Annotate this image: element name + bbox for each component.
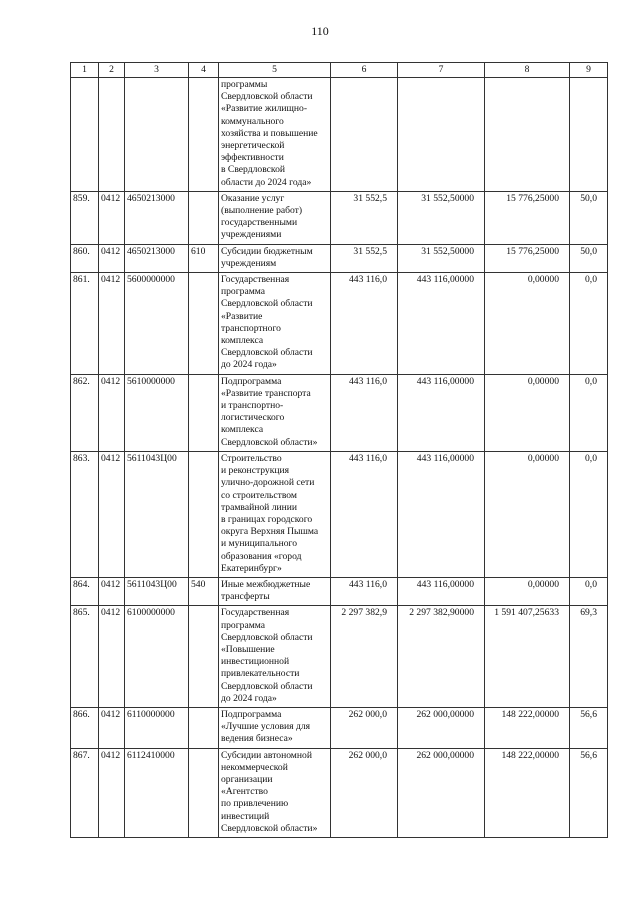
approved-amount-cell: 31 552,50000	[398, 244, 485, 272]
expense-type-cell	[189, 707, 219, 748]
row-number-cell: 862.	[71, 374, 99, 451]
row-number-cell: 860.	[71, 244, 99, 272]
column-header: 1	[71, 63, 99, 78]
target-article-cell: 5611043Ц00	[125, 577, 189, 605]
planned-amount-cell: 262 000,0	[331, 748, 398, 837]
expense-type-cell	[189, 606, 219, 708]
column-header: 7	[398, 63, 485, 78]
column-header: 9	[570, 63, 608, 78]
section-code-cell: 0412	[99, 374, 125, 451]
budget-table	[70, 62, 608, 838]
executed-amount-cell: 1 591 407,25633	[485, 606, 570, 708]
item-name-cell: Субсидии бюджетным учреждениям	[219, 244, 331, 272]
section-code-cell: 0412	[99, 707, 125, 748]
expense-type-cell: 540	[189, 577, 219, 605]
column-header: 4	[189, 63, 219, 78]
target-article-cell: 5600000000	[125, 273, 189, 375]
table-row	[71, 707, 608, 748]
planned-amount-cell: 31 552,5	[331, 191, 398, 244]
execution-percent-cell: 0,0	[570, 273, 608, 375]
column-header: 8	[485, 63, 570, 78]
table-row	[71, 748, 608, 837]
execution-percent-cell: 56,6	[570, 748, 608, 837]
executed-amount-cell	[485, 78, 570, 192]
target-article-cell: 5611043Ц00	[125, 451, 189, 577]
approved-amount-cell: 443 116,00000	[398, 577, 485, 605]
execution-percent-cell: 0,0	[570, 577, 608, 605]
table-row	[71, 78, 608, 192]
row-number-cell: 864.	[71, 577, 99, 605]
approved-amount-cell: 443 116,00000	[398, 273, 485, 375]
section-code-cell: 0412	[99, 191, 125, 244]
table-row	[71, 577, 608, 605]
row-number-cell: 866.	[71, 707, 99, 748]
execution-percent-cell: 50,0	[570, 191, 608, 244]
row-number-cell	[71, 78, 99, 192]
column-header: 5	[219, 63, 331, 78]
row-number-cell: 863.	[71, 451, 99, 577]
item-name-cell: Подпрограмма «Лучшие условия для ведения бизнеса»	[219, 707, 331, 748]
item-name-cell: Подпрограмма «Развитие транспорта и транспортно- логистического комплекса Свердловской области»	[219, 374, 331, 451]
executed-amount-cell: 0,00000	[485, 273, 570, 375]
executed-amount-cell: 148 222,00000	[485, 748, 570, 837]
item-name-cell: Государственная программа Свердловской области «Повышение инвестиционной привлекательности Свердловской области до 2024 года»	[219, 606, 331, 708]
target-article-cell	[125, 78, 189, 192]
planned-amount-cell: 443 116,0	[331, 374, 398, 451]
approved-amount-cell: 262 000,00000	[398, 707, 485, 748]
page-number: 110	[311, 24, 329, 38]
planned-amount-cell: 2 297 382,9	[331, 606, 398, 708]
target-article-cell: 4650213000	[125, 191, 189, 244]
column-header: 2	[99, 63, 125, 78]
table-row	[71, 606, 608, 708]
expense-type-cell	[189, 273, 219, 375]
row-number-cell: 859.	[71, 191, 99, 244]
row-number-cell: 867.	[71, 748, 99, 837]
table-row	[71, 451, 608, 577]
table-row	[71, 191, 608, 244]
target-article-cell: 6110000000	[125, 707, 189, 748]
expense-type-cell	[189, 374, 219, 451]
expense-type-cell	[189, 191, 219, 244]
target-article-cell: 6112410000	[125, 748, 189, 837]
execution-percent-cell: 69,3	[570, 606, 608, 708]
executed-amount-cell: 15 776,25000	[485, 191, 570, 244]
expense-type-cell: 610	[189, 244, 219, 272]
item-name-cell: Оказание услуг (выполнение работ) государственными учреждениями	[219, 191, 331, 244]
executed-amount-cell: 0,00000	[485, 451, 570, 577]
target-article-cell: 4650213000	[125, 244, 189, 272]
table-row	[71, 273, 608, 375]
table-row	[71, 244, 608, 272]
column-header: 3	[125, 63, 189, 78]
execution-percent-cell: 0,0	[570, 451, 608, 577]
executed-amount-cell: 0,00000	[485, 374, 570, 451]
execution-percent-cell: 0,0	[570, 374, 608, 451]
row-number-cell: 861.	[71, 273, 99, 375]
item-name-cell: Субсидии автономной некоммерческой организации «Агентство по привлечению инвестиций Свердловской области»	[219, 748, 331, 837]
planned-amount-cell	[331, 78, 398, 192]
item-name-cell: Государственная программа Свердловской области «Развитие транспортного комплекса Свердловской области до 2024 года»	[219, 273, 331, 375]
table-row	[71, 374, 608, 451]
planned-amount-cell: 443 116,0	[331, 273, 398, 375]
item-name-cell: программы Свердловской области «Развитие жилищно- коммунального хозяйства и повышение энергетической эффективности в Свердловской области до 2024 года»	[219, 78, 331, 192]
row-number-cell: 865.	[71, 606, 99, 708]
header-row	[71, 63, 608, 78]
execution-percent-cell: 50,0	[570, 244, 608, 272]
approved-amount-cell: 262 000,00000	[398, 748, 485, 837]
execution-percent-cell: 56,6	[570, 707, 608, 748]
planned-amount-cell: 443 116,0	[331, 577, 398, 605]
planned-amount-cell: 262 000,0	[331, 707, 398, 748]
target-article-cell: 6100000000	[125, 606, 189, 708]
executed-amount-cell: 15 776,25000	[485, 244, 570, 272]
executed-amount-cell: 0,00000	[485, 577, 570, 605]
approved-amount-cell: 2 297 382,90000	[398, 606, 485, 708]
expense-type-cell	[189, 451, 219, 577]
section-code-cell	[99, 78, 125, 192]
section-code-cell: 0412	[99, 273, 125, 375]
execution-percent-cell	[570, 78, 608, 192]
executed-amount-cell: 148 222,00000	[485, 707, 570, 748]
section-code-cell: 0412	[99, 748, 125, 837]
item-name-cell: Иные межбюджетные трансферты	[219, 577, 331, 605]
section-code-cell: 0412	[99, 451, 125, 577]
column-header: 6	[331, 63, 398, 78]
approved-amount-cell	[398, 78, 485, 192]
approved-amount-cell: 31 552,50000	[398, 191, 485, 244]
expense-type-cell	[189, 748, 219, 837]
section-code-cell: 0412	[99, 244, 125, 272]
approved-amount-cell: 443 116,00000	[398, 451, 485, 577]
item-name-cell: Строительство и реконструкция улично-дорожной сети со строительством трамвайной линии в границах городского округа Верхняя Пышма и муниципального образования «город Екатеринбург»	[219, 451, 331, 577]
section-code-cell: 0412	[99, 606, 125, 708]
expense-type-cell	[189, 78, 219, 192]
approved-amount-cell: 443 116,00000	[398, 374, 485, 451]
section-code-cell: 0412	[99, 577, 125, 605]
target-article-cell: 5610000000	[125, 374, 189, 451]
planned-amount-cell: 31 552,5	[331, 244, 398, 272]
planned-amount-cell: 443 116,0	[331, 451, 398, 577]
